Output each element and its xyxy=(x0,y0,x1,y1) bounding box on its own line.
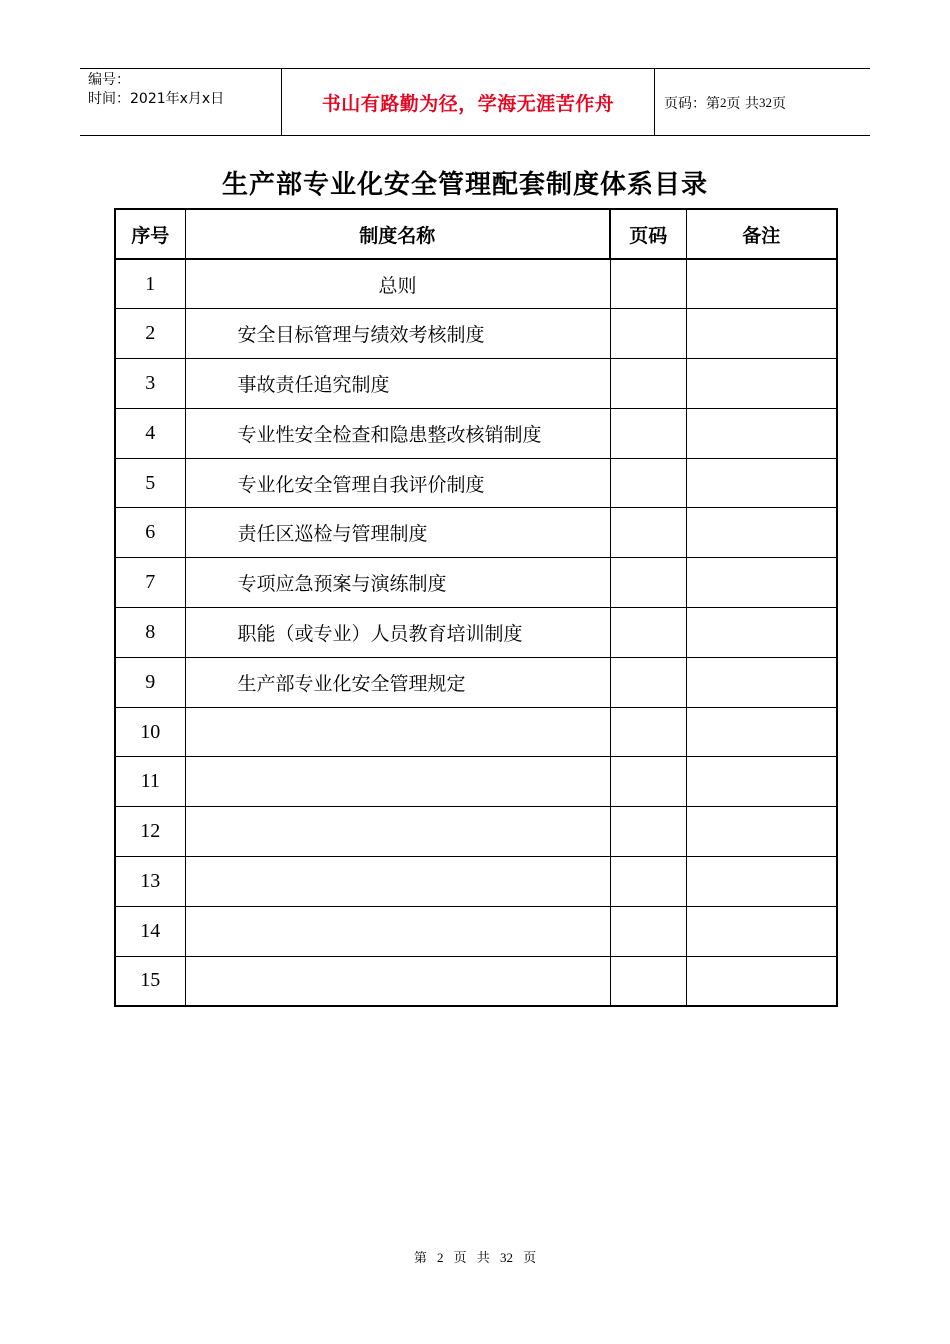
row-name: 专项应急预案与演练制度 xyxy=(185,558,610,608)
row-number: 11 xyxy=(115,757,185,807)
row-number: 5 xyxy=(115,458,185,508)
row-page xyxy=(610,558,686,608)
row-name xyxy=(185,757,610,807)
page-header xyxy=(80,68,870,136)
row-page xyxy=(610,309,686,359)
header-page-current: 2 xyxy=(720,94,727,110)
row-name: 安全目标管理与绩效考核制度 xyxy=(185,309,610,359)
row-note xyxy=(686,857,837,907)
row-number: 1 xyxy=(115,259,185,309)
table-row xyxy=(115,458,837,508)
row-number: 3 xyxy=(115,359,185,409)
header-motto: 书山有路勤为径，学海无涯苦作舟 xyxy=(282,69,655,136)
row-page xyxy=(610,906,686,956)
row-name: 责任区巡检与管理制度 xyxy=(185,508,610,558)
header-page-info xyxy=(655,69,870,136)
row-name xyxy=(185,807,610,857)
row-note xyxy=(686,508,837,558)
footer-suffix: 页 xyxy=(523,1251,537,1266)
row-page xyxy=(610,956,686,1006)
column-header-number: 序号 xyxy=(115,209,185,259)
header-page-mid: 页 共 xyxy=(726,95,759,112)
row-page xyxy=(610,707,686,757)
row-note xyxy=(686,608,837,658)
row-note xyxy=(686,408,837,458)
column-header-note: 备注 xyxy=(686,209,837,259)
table-row xyxy=(115,906,837,956)
table-header-row xyxy=(115,209,837,259)
row-number: 13 xyxy=(115,857,185,907)
row-page xyxy=(610,857,686,907)
row-name xyxy=(185,857,610,907)
row-number: 12 xyxy=(115,807,185,857)
table-row xyxy=(115,657,837,707)
row-note xyxy=(686,707,837,757)
header-page-suffix: 页 xyxy=(771,95,786,112)
row-number: 15 xyxy=(115,956,185,1006)
row-page xyxy=(610,608,686,658)
row-number: 4 xyxy=(115,408,185,458)
row-number: 7 xyxy=(115,558,185,608)
table-row xyxy=(115,857,837,907)
row-name xyxy=(185,906,610,956)
row-page xyxy=(610,508,686,558)
table-row xyxy=(115,707,837,757)
row-note xyxy=(686,359,837,409)
row-name: 职能（或专业）人员教育培训制度 xyxy=(185,608,610,658)
row-note xyxy=(686,906,837,956)
page-footer xyxy=(0,1247,950,1266)
row-page xyxy=(610,458,686,508)
footer-page-total: 32 xyxy=(499,1250,513,1265)
table-row xyxy=(115,807,837,857)
footer-page-current: 2 xyxy=(437,1250,444,1265)
table-row xyxy=(115,309,837,359)
row-number: 2 xyxy=(115,309,185,359)
column-header-page: 页码 xyxy=(610,209,686,259)
row-page xyxy=(610,807,686,857)
row-name: 总则 xyxy=(185,259,610,309)
row-note xyxy=(686,807,837,857)
row-number: 6 xyxy=(115,508,185,558)
row-number: 9 xyxy=(115,657,185,707)
row-page xyxy=(610,657,686,707)
table-row xyxy=(115,558,837,608)
row-name: 专业化安全管理自我评价制度 xyxy=(185,458,610,508)
row-page xyxy=(610,757,686,807)
table-row xyxy=(115,408,837,458)
row-note xyxy=(686,458,837,508)
row-note xyxy=(686,259,837,309)
table-row xyxy=(115,259,837,309)
row-name: 专业性安全检查和隐患整改核销制度 xyxy=(185,408,610,458)
table-row xyxy=(115,508,837,558)
row-note xyxy=(686,558,837,608)
footer-mid: 页 共 xyxy=(453,1251,490,1266)
row-number: 14 xyxy=(115,906,185,956)
header-page-total: 32 xyxy=(758,94,772,110)
row-note xyxy=(686,757,837,807)
document-title: 生产部专业化安全管理配套制度体系目录 xyxy=(221,170,708,200)
catalog-table xyxy=(114,208,838,1007)
column-header-name: 制度名称 xyxy=(185,209,610,259)
table-row xyxy=(115,757,837,807)
row-number: 8 xyxy=(115,608,185,658)
row-note xyxy=(686,657,837,707)
row-page xyxy=(610,408,686,458)
row-note xyxy=(686,309,837,359)
header-page-prefix: 页码：第 xyxy=(664,95,720,112)
header-meta xyxy=(80,69,282,136)
table-row xyxy=(115,608,837,658)
table-row xyxy=(115,359,837,409)
document-date: 时间：2021年x月x日 xyxy=(88,91,225,107)
row-name: 事故责任追究制度 xyxy=(185,359,610,409)
row-page xyxy=(610,259,686,309)
table-row xyxy=(115,956,837,1006)
footer-prefix: 第 xyxy=(413,1251,427,1266)
row-note xyxy=(686,956,837,1006)
row-number: 10 xyxy=(115,707,185,757)
row-name xyxy=(185,707,610,757)
row-name xyxy=(185,956,610,1006)
row-page xyxy=(610,359,686,409)
document-number-label: 编号： xyxy=(88,72,130,88)
row-name: 生产部专业化安全管理规定 xyxy=(185,657,610,707)
